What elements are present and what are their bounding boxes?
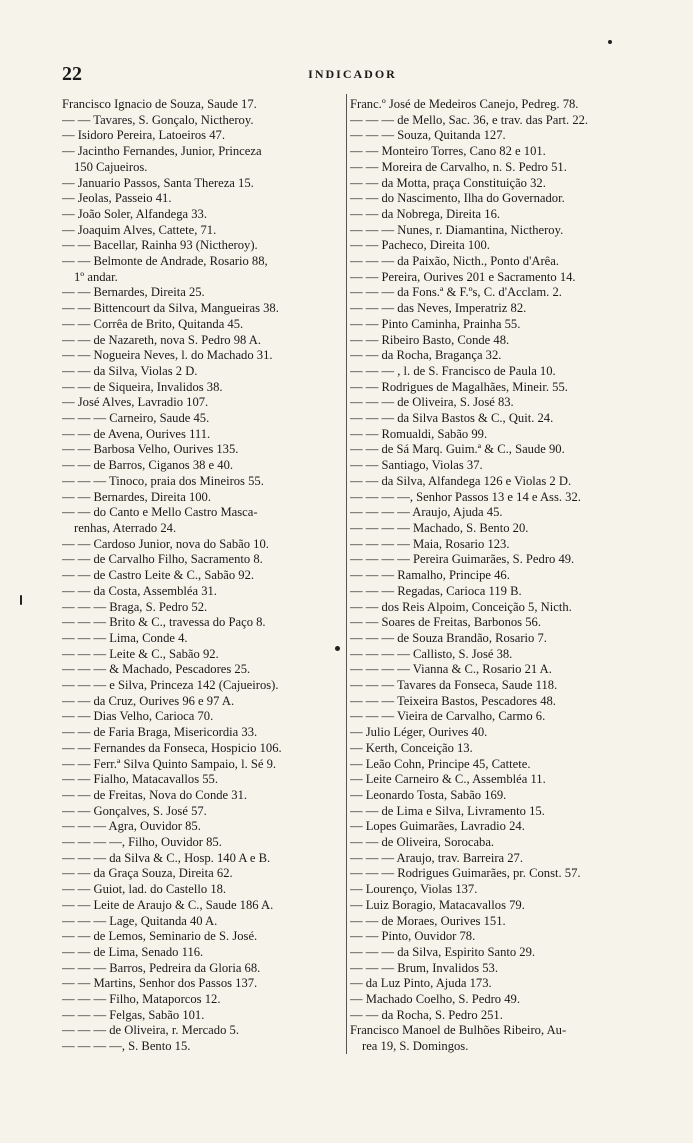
directory-entry: — — da Nobrega, Direita 16. <box>350 206 501 221</box>
directory-entry: — Lourenço, Violas 137. <box>350 882 478 897</box>
directory-entry: — — Nogueira Neves, l. do Machado 31. <box>62 348 273 363</box>
directory-entry: — — de Lemos, Seminario de S. José. <box>62 929 258 944</box>
directory-entry: — — de Siqueira, Invalidos 38. <box>62 379 223 394</box>
directory-entry: — — Monteiro Torres, Cano 82 e 101. <box>350 144 546 159</box>
directory-entry: — — Martins, Senhor dos Passos 137. <box>62 976 258 991</box>
directory-entry: — — Cardoso Junior, nova do Sabão 10. <box>62 536 269 551</box>
page-number: 22 <box>62 63 82 85</box>
directory-entry: — — — de Mello, Sac. 36, e trav. das Part. 22. <box>350 112 589 127</box>
directory-entry: — — — de Oliveira, r. Mercado 5. <box>62 1023 239 1038</box>
directory-entry: — — — Regadas, Carioca 119 B. <box>350 583 522 598</box>
directory-entry: — — — Carneiro, Saude 45. <box>62 411 210 426</box>
directory-entry: — — — — Vianna & C., Rosario 21 A. <box>350 662 552 677</box>
directory-entry: — — Corrêa de Brito, Quitanda 45. <box>62 316 244 331</box>
directory-entry: — Jeolas, Passeio 41. <box>62 191 172 206</box>
directory-entry: — — — Braga, S. Pedro 52. <box>62 599 208 614</box>
directory-entry: — — — da Silva Bastos & C., Quit. 24. <box>350 411 554 426</box>
directory-entry: — — — Barros, Pedreira da Gloria 68. <box>62 960 261 975</box>
directory-entry: — — Gonçalves, S. José 57. <box>62 803 207 818</box>
directory-entry: — — Tavares, S. Gonçalo, Nictheroy. <box>62 112 254 127</box>
directory-entry: — — — da Silva, Espirito Santo 29. <box>350 944 536 959</box>
directory-entry: — Isidoro Pereira, Latoeiros 47. <box>62 128 225 143</box>
directory-entry: — — Pinto, Ouvidor 78. <box>350 929 476 944</box>
directory-entry: Franc.º José de Medeiros Canejo, Pedreg. 78. <box>350 97 579 111</box>
directory-entry: — — dos Reis Alpoim, Conceição 5, Nicth. <box>350 599 572 614</box>
directory-entry: — — de Nazareth, nova S. Pedro 98 A. <box>62 332 262 347</box>
directory-entry: — — de Oliveira, Sorocaba. <box>350 835 495 850</box>
directory-entry-continuation: 150 Cajueiros. <box>74 159 148 174</box>
directory-entry: — — — — Machado, S. Bento 20. <box>350 520 529 535</box>
directory-entry: — — — da Paixão, Nicth., Ponto d'Arêa. <box>350 254 559 269</box>
directory-entry: — — do Canto e Mello Castro Masca- <box>62 505 258 520</box>
directory-entry: — — — & Machado, Pescadores 25. <box>62 662 251 677</box>
directory-entry: — — de Lima e Silva, Livramento 15. <box>350 803 545 818</box>
directory-entry: — — — — Callisto, S. José 38. <box>350 646 513 661</box>
directory-entry: — — Ribeiro Basto, Conde 48. <box>350 332 510 347</box>
right-column <box>350 97 650 1055</box>
directory-entry: — — Bittencourt da Silva, Mangueiras 38. <box>62 301 279 316</box>
directory-entry: — — Bernardes, Direita 25. <box>62 285 205 300</box>
left-column <box>62 97 345 1055</box>
directory-entry: — Lopes Guimarães, Lavradio 24. <box>350 819 525 834</box>
directory-entry: — — Moreira de Carvalho, n. S. Pedro 51. <box>350 159 567 174</box>
directory-entry: — — — de Oliveira, S. José 83. <box>350 395 514 410</box>
directory-entry: — — — Teixeira Bastos, Pescadores 48. <box>350 693 556 708</box>
directory-entry: — — — Souza, Quitanda 127. <box>350 128 506 143</box>
directory-entry: — — de Faria Braga, Misericordia 33. <box>62 725 258 740</box>
ink-speck <box>335 646 340 651</box>
directory-entry: — — Rodrigues de Magalhães, Mineir. 55. <box>350 379 568 394</box>
directory-entry: — João Soler, Alfandega 33. <box>62 206 207 221</box>
directory-entry: — — — Filho, Mataporcos 12. <box>62 992 221 1007</box>
directory-entry: — — — Lima, Conde 4. <box>62 630 188 645</box>
directory-entry: — — Barbosa Velho, Ourives 135. <box>62 442 239 457</box>
directory-entry: — — Pinto Caminha, Prainha 55. <box>350 316 521 331</box>
column-divider <box>346 94 347 1054</box>
directory-entry: — — de Freitas, Nova do Conde 31. <box>62 787 248 802</box>
directory-entry: — — — Vieira de Carvalho, Carmo 6. <box>350 709 546 724</box>
directory-entry: — — de Moraes, Ourives 151. <box>350 913 506 928</box>
directory-entry: — — Fialho, Matacavallos 55. <box>62 772 218 787</box>
directory-entry: — Kerth, Conceição 13. <box>350 740 473 755</box>
directory-entry: — — de Avena, Ourives 111. <box>62 426 211 441</box>
directory-entry: — — Romualdi, Sabão 99. <box>350 426 488 441</box>
directory-entry: — — — Rodrigues Guimarães, pr. Const. 57. <box>350 866 581 881</box>
directory-entry: — da Luz Pinto, Ajuda 173. <box>350 976 492 991</box>
directory-entry: — — de Castro Leite & C., Sabão 92. <box>62 568 255 583</box>
directory-entry: — — Fernandes da Fonseca, Hospicio 106. <box>62 740 282 755</box>
directory-entry: — Leonardo Tosta, Sabão 169. <box>350 787 507 802</box>
directory-entry: — — — Tavares da Fonseca, Saude 118. <box>350 678 558 693</box>
directory-entry: — — — — Pereira Guimarães, S. Pedro 49. <box>350 552 575 567</box>
directory-entry: — Jacintho Fernandes, Junior, Princeza <box>62 144 262 159</box>
directory-entry: — — — e Silva, Princeza 142 (Cajueiros). <box>62 678 279 693</box>
ink-speck <box>608 40 612 44</box>
directory-entry: — — Bernardes, Direita 100. <box>62 489 211 504</box>
page-header <box>62 63 643 85</box>
directory-entry: — Joaquim Alves, Cattete, 71. <box>62 222 217 237</box>
directory-entry: — — Pereira, Ourives 201 e Sacramento 14. <box>350 269 576 284</box>
directory-entry: — — — das Neves, Imperatriz 82. <box>350 301 527 316</box>
directory-entry: — — — da Fons.ª & F.ºs, C. d'Acclam. 2. <box>350 285 562 300</box>
directory-entry: — — — Felgas, Sabão 101. <box>62 1007 205 1022</box>
running-title: INDICADOR <box>308 67 397 81</box>
directory-entry: — — Bacellar, Rainha 93 (Nictheroy). <box>62 238 258 253</box>
directory-entry: — — do Nascimento, Ilha do Governador. <box>350 191 565 206</box>
directory-entry-continuation: renhas, Aterrado 24. <box>74 520 177 535</box>
directory-entry: — — — —, Filho, Ouvidor 85. <box>62 835 222 850</box>
directory-entry: — — — , l. de S. Francisco de Paula 10. <box>350 363 556 378</box>
directory-entry: — Julio Léger, Ourives 40. <box>350 725 488 740</box>
directory-entry: — — de Carvalho Filho, Sacramento 8. <box>62 552 263 567</box>
directory-entry: — — Pacheco, Direita 100. <box>350 238 490 253</box>
directory-entry: — — — Tinoco, praia dos Mineiros 55. <box>62 473 264 488</box>
directory-entry: Francisco Ignacio de Souza, Saude 17. <box>62 97 257 111</box>
directory-entry: — — da Rocha, S. Pedro 251. <box>350 1007 503 1022</box>
directory-entry: — — — Brito & C., travessa do Paço 8. <box>62 615 266 630</box>
directory-entry-continuation: 1º andar. <box>74 269 118 284</box>
directory-entry: — — Leite de Araujo & C., Saude 186 A. <box>62 897 274 912</box>
directory-entry: — — Santiago, Violas 37. <box>350 458 483 473</box>
directory-entry: — Leão Cohn, Principe 45, Cattete. <box>350 756 531 771</box>
directory-entry-continuation: rea 19, S. Domingos. <box>362 1039 469 1054</box>
directory-entry: — — da Costa, Assembléa 31. <box>62 583 217 598</box>
directory-entry: — — — Leite & C., Sabão 92. <box>62 646 219 661</box>
directory-entry: — — — Ramalho, Principe 46. <box>350 568 510 583</box>
directory-entry: — — de Sá Marq. Guim.ª & C., Saude 90. <box>350 442 565 457</box>
directory-entry: — — — Nunes, r. Diamantina, Nictheroy. <box>350 222 564 237</box>
directory-entry: — — Belmonte de Andrade, Rosario 88, <box>62 254 268 269</box>
directory-entry: — — da Motta, praça Constituição 32. <box>350 175 546 190</box>
directory-entry: — — — — Araujo, Ajuda 45. <box>350 505 503 520</box>
directory-entry: — — da Graça Souza, Direita 62. <box>62 866 233 881</box>
directory-entry: — — da Rocha, Bragança 32. <box>350 348 502 363</box>
directory-entry: — — — da Silva & C., Hosp. 140 A e B. <box>62 850 271 865</box>
directory-entry: — — — de Souza Brandão, Rosario 7. <box>350 630 547 645</box>
directory-entry: Francisco Manoel de Bulhões Ribeiro, Au- <box>350 1023 567 1038</box>
directory-entry: — — Soares de Freitas, Barbonos 56. <box>350 615 541 630</box>
directory-entry: — — — Brum, Invalidos 53. <box>350 960 498 975</box>
directory-entry: — — da Silva, Alfandega 126 e Violas 2 D. <box>350 473 572 488</box>
directory-entry: — Machado Coelho, S. Pedro 49. <box>350 992 520 1007</box>
margin-mark <box>20 595 22 605</box>
directory-entry: — — — Agra, Ouvidor 85. <box>62 819 201 834</box>
directory-entry: — — de Barros, Ciganos 38 e 40. <box>62 458 234 473</box>
directory-entry: — Leite Carneiro & C., Assembléa 11. <box>350 772 546 787</box>
directory-entry: — — — — Maia, Rosario 123. <box>350 536 510 551</box>
directory-entry: — — de Lima, Senado 116. <box>62 944 204 959</box>
directory-entry: — — — —, S. Bento 15. <box>62 1039 191 1054</box>
directory-entry: — Januario Passos, Santa Thereza 15. <box>62 175 254 190</box>
directory-entry: — — Guiot, lad. do Castello 18. <box>62 882 227 897</box>
directory-entry: — — — Lage, Quitanda 40 A. <box>62 913 218 928</box>
directory-entry: — — Dias Velho, Carioca 70. <box>62 709 214 724</box>
directory-entry: — — — Araujo, trav. Barreira 27. <box>350 850 523 865</box>
directory-entry: — — da Cruz, Ourives 96 e 97 A. <box>62 693 235 708</box>
directory-entry: — — Ferr.ª Silva Quinto Sampaio, l. Sé 9. <box>62 756 277 771</box>
directory-entry: — Luiz Boragio, Matacavallos 79. <box>350 897 525 912</box>
directory-entry: — — da Silva, Violas 2 D. <box>62 363 198 378</box>
directory-entry: — José Alves, Lavradio 107. <box>62 395 209 410</box>
directory-entry: — — — —, Senhor Passos 13 e 14 e Ass. 32. <box>350 489 581 504</box>
